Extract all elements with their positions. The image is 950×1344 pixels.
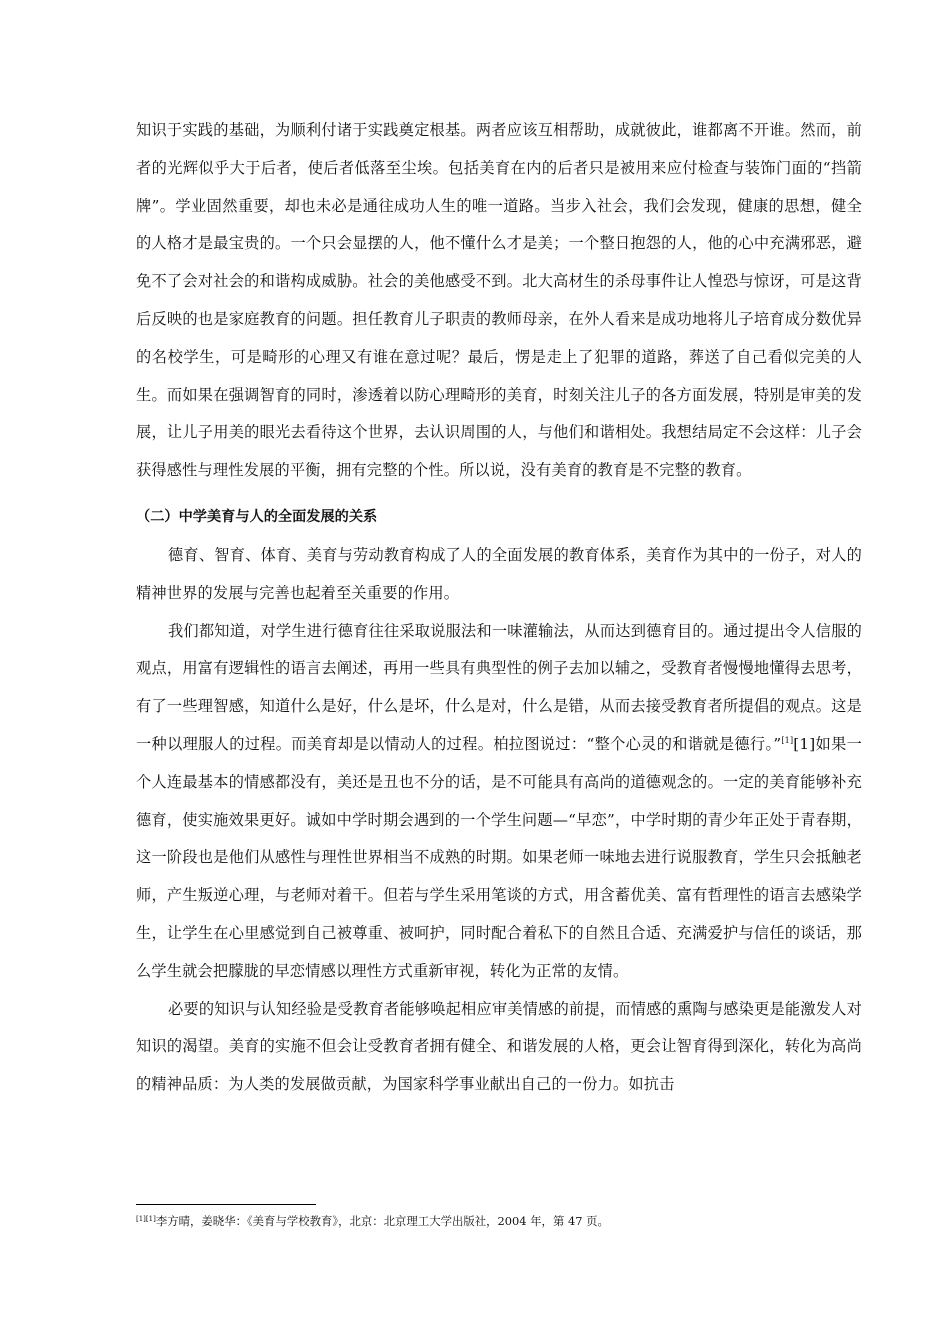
body-text: [136, 112, 862, 1104]
paragraph-continuation: 知识于实践的基础，为顺利付诸于实践奠定根基。两者应该互相帮助，成就彼此，谁都离不开谁。然而，前者的光辉似乎大于后者，使后者低落至尘埃。包括美育在内的后者只是被用来应付检查与装饰门面的“挡箭牌”。学业固然重要，却也未必是通往成功人生的唯一道路。当步入社会，我们会发现，健康的思想，健全的人格才是最宝贵的。一个只会显摆的人，他不懂什么才是美；一个整日抱怨的人，他的心中充满邪恶，避免不了会对社会的和谐构成威胁。社会的美他感受不到。北大高材生的杀母事件让人惶恐与惊讶，可是这背后反映的也是家庭教育的问题。担任教育儿子职责的教师母亲，在外人看来是成功地将儿子培育成分数优异的名校学生，可是畸形的心理又有谁在意过呢？最后，愣是走上了犯罪的道路，葬送了自己看似完美的人生。而如果在强调智育的同时，渗透着以防心理畸形的美育，时刻关注儿子的各方面发展，特别是审美的发展，让儿子用美的眼光去看待这个世界，去认识周围的人，与他们和谐相处。我想结局定不会这样：儿子会获得感性与理性发展的平衡，拥有完整的个性。所以说，没有美育的教育是不完整的教育。: [136, 121, 862, 480]
citation-superscript[interactable]: [1]: [781, 735, 794, 745]
footnote-text: 李方晴，姜晓华：《美育与学校教育》，北京：北京理工大学出版社，2004 年，第 47 页。: [155, 1214, 609, 1228]
section-heading: （二）中学美育与人的全面发展的关系: [136, 508, 378, 525]
footnote: [136, 1212, 862, 1230]
paragraph-intro: 德育、智育、体育、美育与劳动教育构成了人的全面发展的教育体系，美育作为其中的一份子，对人的精神世界的发展与完善也起着至关重要的作用。: [136, 545, 862, 602]
footnote-divider: [136, 1204, 316, 1205]
paragraph-moral-education: [136, 613, 862, 991]
paragraph-text-after-citation: [1]如果一个人连最基本的情感都没有，美还是丑也不分的话，是不可能具有高尚的道德观念的。一定的美育能够补充德育，使实施效果更好。诚如中学时期会遇到的一个学生问题—“早恋”，中学时期的青少年正处于青春期，这一阶段也是他们从感性与理性世界相当不成熟的时期。如果老师一味地去进行说服教育，学生只会抵触老师，产生叛逆心理，与老师对着干。但若与学生采用笔谈的方式，用含蓄优美、富有哲理性的语言去感染学生，让学生在心里感觉到自己被尊重、被呵护，同时配合着私下的自然且合适、充满爱护与信任的谈话，那么学生就会把朦胧的早恋情感以理性方式重新审视，转化为正常的友情。: [136, 734, 862, 980]
spacer: [136, 490, 862, 497]
paragraph-text-before-citation: 我们都知道，对学生进行德育往往采取说服法和一味灌输法，从而达到德育目的。通过提出令人信服的观点，用富有逻辑性的语言去阐述，再用一些具有典型性的例子去加以辅之，受教育者慢慢地懂得去思考，有了一些理智感，知道什么是好，什么是坏，什么是对，什么是错，从而去接受教育者所提倡的观点。这是一种以理服人的过程。而美育却是以情动人的过程。柏拉图说过：“整个心灵的和谐就是德行。”: [136, 621, 862, 753]
footnote-marker: [1][1]: [136, 1215, 156, 1223]
paragraph-knowledge: 必要的知识与认知经验是受教育者能够唤起相应审美情感的前提，而情感的熏陶与感染更是能激发人对知识的渴望。美育的实施不但会让受教育者拥有健全、和谐发展的人格，更会让智育得到深化，转化为高尚的精神品质：为人类的发展做贡献，为国家科学事业献出自己的一份力。如抗击: [136, 999, 862, 1094]
